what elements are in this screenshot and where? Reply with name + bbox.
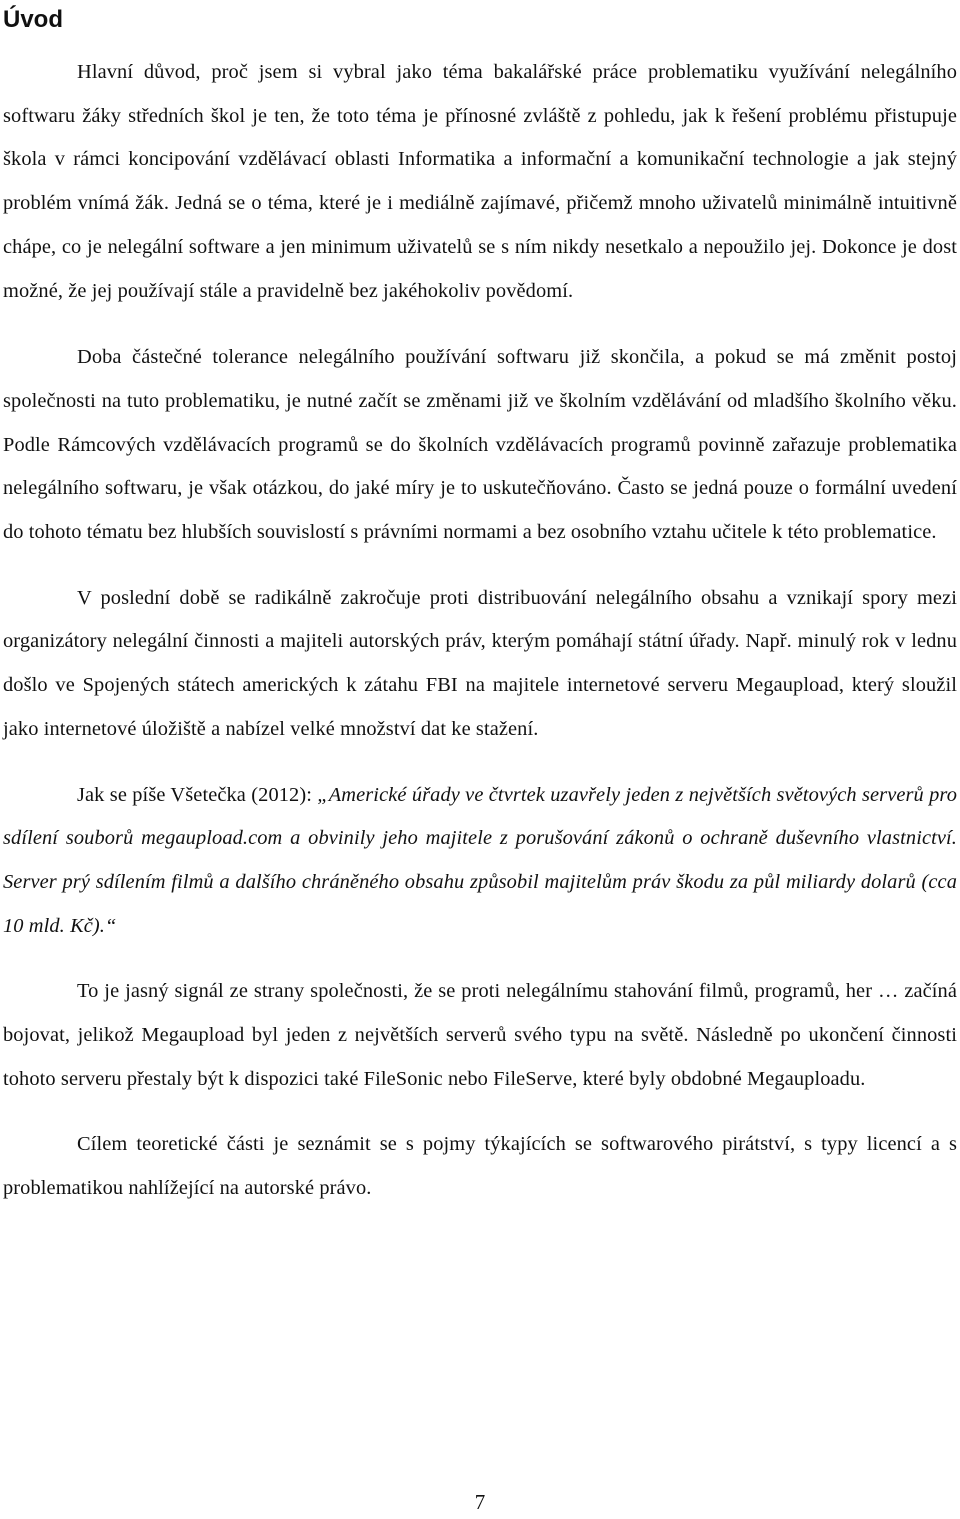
paragraph-tolerance: Doba částečné tolerance nelegálního používání softwaru již skončila, a pokud se má změnit postoj společnosti na tuto problematiku, je nutné začít se změnami již ve školním vzdělávání od mladšího školního věku. Podle Rámcových vzdělávacích programů se do školních vzdělávacích programů povinně zařazuje problematika nelegálního softwaru, je však otázkou, do jaké míry je to uskutečňováno. Často se jedná pouze o formální uvedení do tohoto tématu bez hlubších souvislostí s právními normami a bez osobního vztahu učitele k této problematice. bbox=[3, 346, 957, 544]
paragraph-goal: Cílem teoretické části je seznámit se s pojmy týkajících se softwarového pirátství, s typy licencí a s problematikou nahlížející na autorské právo. bbox=[3, 1133, 957, 1200]
paragraph-signal: To je jasný signál ze strany společnosti, že se proti nelegálnímu stahování filmů, programů, her … začíná bojovat, jelikož Megaupload byl jeden z největších serverů svého typu na světě. Následně po ukončení činnosti tohoto serveru přestaly být k dispozici také FileSonic nebo FileServe, které byly obdobné Megauploadu. bbox=[3, 980, 957, 1090]
citation-quote: „Americké úřady ve čtvrtek uzavřely jeden z největších světových serverů pro sdílení souborů megaupload.com a obvinily jeho majitele z porušování zákonů o ochraně duševního vlastnictví. Server prý sdílením filmů a dalšího chráněného obsahu způsobil majitelům práv škodu za půl miliardy dolarů (cca 10 mld. Kč).“ bbox=[3, 783, 957, 937]
section-heading: Úvod bbox=[3, 6, 63, 33]
paragraph-intro-reason: Hlavní důvod, proč jsem si vybral jako téma bakalářské práce problematiku využívání nelegálního softwaru žáky středních škol je ten, že toto téma je přínosné zvláště z pohledu, jak k řešení problému přistupuje škola v rámci koncipování vzdělávací oblasti Informatika a informační a komunikační technologie a jak stejný problém vnímá žák. Jedná se o téma, které je i mediálně zajímavé, přičemž mnoho uživatelů minimálně intuitivně chápe, co je nelegální software a jen minimum uživatelů se s ním nikdy nesetkalo a nepoužilo jej. Dokonce je dost možné, že jej používají stále a pravidelně bez jakéhokoliv povědomí. bbox=[3, 61, 957, 302]
paragraph-radical-action: V poslední době se radikálně zakročuje proti distribuování nelegálního obsahu a vznikají spory mezi organizátory nelegální činnosti a majiteli autorských práv, kterým pomáhají státní úřady. Např. minulý rok v lednu došlo ve Spojených státech amerických k zátahu FBI na majitele internetové serveru Megaupload, který sloužil jako internetové úložiště a nabízel velké množství dat ke stažení. bbox=[3, 586, 957, 740]
page-number: 7 bbox=[474, 1490, 486, 1514]
paragraph-citation bbox=[3, 774, 957, 949]
citation-lead: Jak se píše Všetečka (2012): bbox=[77, 783, 318, 806]
